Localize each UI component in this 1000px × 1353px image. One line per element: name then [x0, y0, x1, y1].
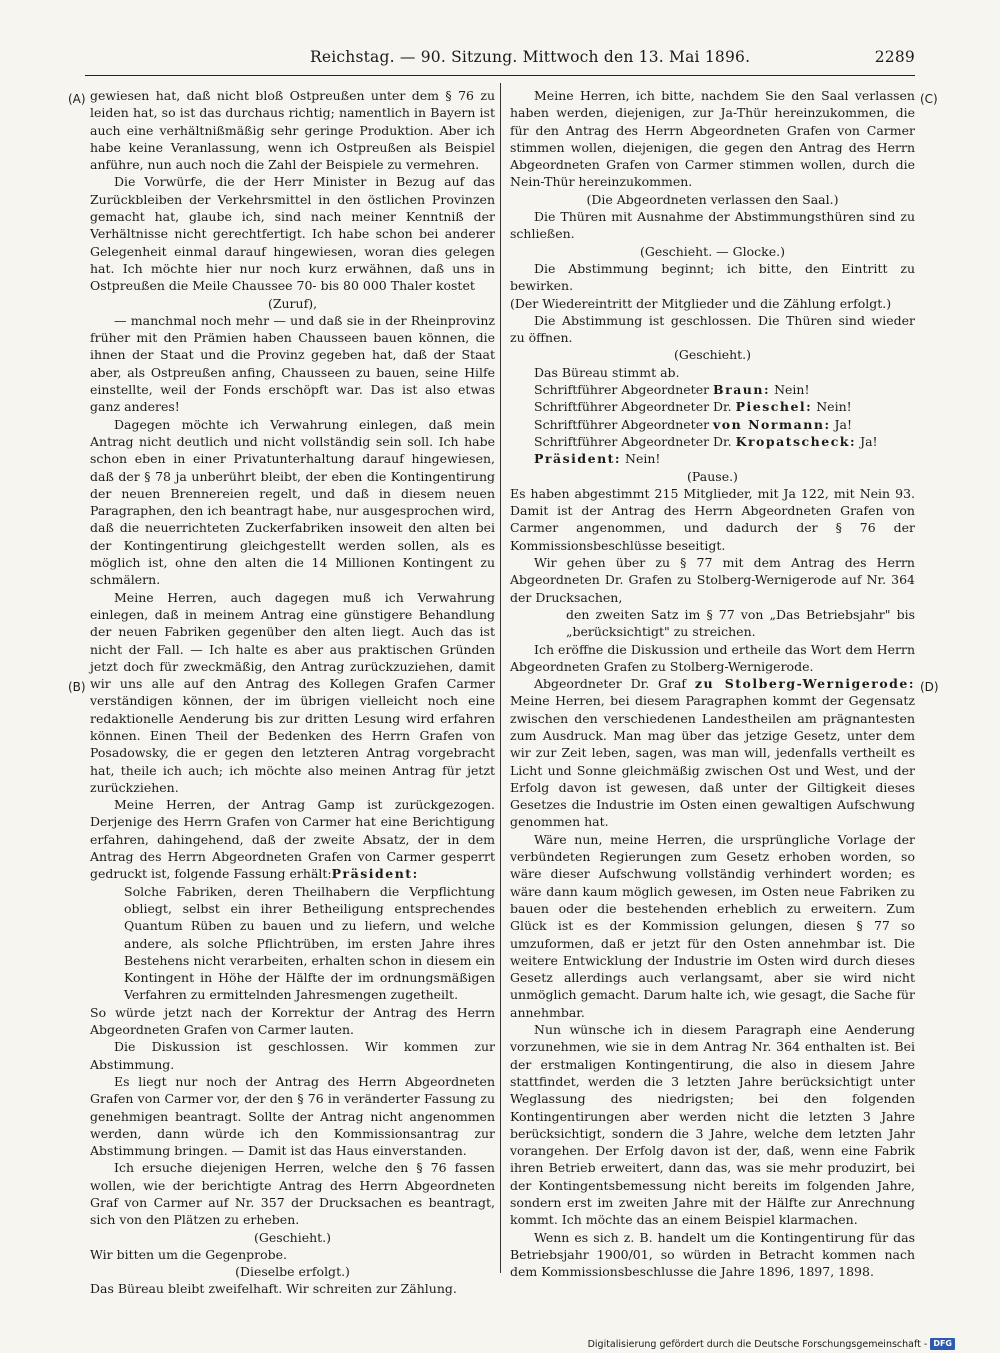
paragraph	[90, 87, 495, 173]
speaker-name: zu Stolberg-Wernigerode:	[694, 676, 915, 692]
paragraph-text: (Zuruf),	[267, 295, 318, 311]
paragraph-text: Schriftführer Abgeordneter	[534, 416, 714, 432]
paragraph	[90, 1038, 495, 1073]
speaker-name: Braun:	[713, 382, 771, 398]
running-header	[85, 48, 915, 72]
paragraph-text: So würde jetzt nach der Korrektur der Antrag des Herrn Abgeordneten Grafen von Carmer lauten.	[90, 1004, 495, 1038]
paragraph-text: den zweiten Satz im § 77 von „Das Betriebsjahr" bis „berücksichtigt" zu streichen.	[566, 606, 915, 640]
paragraph-text: Es haben abgestimmt 215 Mitglieder, mit Ja 122, mit Nein 93. Damit ist der Antrag des Herrn Abgeordneten Grafen von Carmer angenommen, und dadurch der § 76 der Kommissionsbeschlüsse beseitigt.	[510, 485, 915, 553]
paragraph	[90, 295, 495, 312]
paragraph-text: Nein!	[812, 399, 852, 415]
paragraph-text: Schriftführer Abgeordneter Dr.	[534, 399, 736, 415]
margin-marker-a: (A)	[68, 92, 86, 106]
paragraph	[90, 312, 495, 416]
paragraph-text: Dagegen möchte ich Verwahrung einlegen, daß mein Antrag nicht deutlich und nicht vollständig sein soll. Ich habe schon eben in einer Privatunterhaltung darauf hingewiesen, daß der § 78 ja unberührt bleibt, der eben die Kontingentirung der neuen Brennereien regelt, und daß in diesem neuen Paragraphen, den ich beantragt habe, nur ausgesprochen wird, daß die neuerrichteten Zuckerfabriken insoweit den alten bei der Kontingentirung gleichgestellt werden sollen, als es möglich ist, ohne den alten die 14 Millionen Kontingent zu schmälern.	[90, 416, 495, 588]
paragraph-text: Schriftführer Abgeordneter Dr.	[534, 433, 736, 449]
speaker-name: Präsident:	[534, 451, 622, 467]
paragraph-text: Ich ersuche diejenigen Herren, welche den § 76 fassen wollen, wie der berichtigte Antrag des Herrn Abgeordneten Graf von Carmer auf Nr. 357 der Drucksachen es beantragt, sich von den Plätzen zu erheben.	[90, 1160, 495, 1228]
paragraph-text: (Dieselbe erfolgt.)	[235, 1264, 350, 1280]
paragraph-text: (Die Abgeordneten verlassen den Saal.)	[586, 191, 839, 207]
paragraph	[90, 1229, 495, 1246]
paragraph	[90, 1280, 495, 1297]
paragraph	[510, 260, 915, 295]
paragraph-text: Die Thüren mit Ausnahme der Abstimmungsthüren sind zu schließen.	[510, 209, 915, 242]
paragraph-text: (Der Wiedereintritt der Mitglieder und die Zählung erfolgt.)	[510, 295, 892, 311]
paragraph	[510, 468, 915, 485]
paragraph	[510, 1229, 915, 1281]
paragraph	[510, 641, 915, 676]
paragraph	[510, 554, 915, 606]
paragraph-text: Nein!	[621, 451, 661, 467]
paragraph	[510, 485, 915, 554]
paragraph-text: Schriftführer Abgeordneter	[534, 382, 714, 398]
paragraph	[90, 173, 495, 294]
margin-marker-b: (B)	[68, 680, 86, 694]
paragraph	[90, 796, 495, 882]
paragraph	[90, 589, 495, 797]
speaker-name: von Normann:	[713, 416, 831, 432]
paragraph-text: Die Vorwürfe, die der Herr Minister in Bezug auf das Zurückbleiben der Verkehrsmittel in den östlichen Provinzen gemacht hat, glaube ich, sind nach meiner Kenntniß der Verhältnisse nicht gerechtfertigt. Ich habe schon bei anderer Gelegenheit einmal darauf hingewiesen, woran dies gelegen hat. Ich möchte hier nur noch kurz erwähnen, daß uns in Ostpreußen die Meile Chaussee 70- bis 80 000 Thaler kostet	[90, 174, 495, 294]
paragraph-text: (Geschieht.)	[253, 1229, 332, 1245]
paragraph	[510, 295, 915, 312]
paragraph	[510, 831, 915, 1021]
speaker-name: Präsident:	[331, 866, 419, 882]
page-number: 2289	[874, 48, 915, 66]
paragraph-text: Die Diskussion ist geschlossen. Wir kommen zur Abstimmung.	[90, 1039, 495, 1072]
paragraph-text: Ja!	[830, 416, 853, 432]
paragraph	[510, 416, 915, 433]
paragraph	[510, 346, 915, 363]
paragraph	[90, 416, 495, 589]
paragraph-text: Abgeordneter Dr. Graf	[534, 676, 695, 692]
paragraph-text: (Geschieht.)	[673, 347, 752, 363]
paragraph-text: — manchmal noch mehr — und daß sie in der Rheinprovinz früher mit den Prämien haben Chausseen bauen können, die ihnen der Staat und die Provinz gegeben hat, daß der Staat aber, als Ostpreußen anfing, Chausseen zu bauen, seine Hilfe einstellte, weil der Fonds erschöpft war. Das ist also etwas ganz anderes!	[90, 312, 495, 415]
paragraph	[90, 1159, 495, 1228]
paragraph	[90, 1246, 495, 1263]
paragraph-text: Das Büreau bleibt zweifelhaft. Wir schreiten zur Zählung.	[90, 1281, 457, 1297]
dfg-logo: DFG	[930, 1338, 955, 1350]
paragraph-text: Das Büreau stimmt ab.	[534, 364, 680, 380]
paragraph-text: Wenn es sich z. B. handelt um die Kontingentirung für das Betriebsjahr 1900/01, so würden in Betracht kommen nach dem Kommissionsbeschlusse die Jahre 1896, 1897, 1898.	[510, 1229, 915, 1280]
paragraph-text: Ich eröffne die Diskussion und ertheile das Wort dem Herrn Abgeordneten Grafen zu Stolberg-Wernigerode.	[510, 641, 915, 674]
paragraph	[510, 1021, 915, 1229]
paragraph-text: (Geschieht. — Glocke.)	[640, 243, 785, 259]
footer-credit: Digitalisierung gefördert durch die Deutsche Forschungsgemeinschaft -	[587, 1338, 928, 1350]
paragraph	[510, 398, 915, 415]
paragraph	[510, 381, 915, 398]
header-title: Reichstag. — 90. Sitzung. Mittwoch den 13. Mai 1896.	[310, 48, 751, 66]
paragraph	[90, 1073, 495, 1159]
paragraph-text: (Pause.)	[687, 468, 738, 484]
paragraph-text: Meine Herren, auch dagegen muß ich Verwahrung einlegen, daß in meinem Antrag eine günstigere Behandlung der neuen Fabriken gegenüber den alten liegt. Auch das ist nicht der Fall. — Ich halte es aber aus praktischen Gründen jetzt doch für zweckmäßig, den Antrag zurückzuziehen, damit wir uns alle auf den Antrag des Kollegen Grafen Carmer verständigen können, der im übrigen vielleicht noch eine redaktionelle Aenderung bis zur dritten Lesung wird erfahren können. Einen Theil der Bedenken des Herrn Grafen von Posadowsky, die er gegen den letzteren Antrag vorgebracht hat, theile ich auch; ich möchte also meinen Antrag für jetzt zurückziehen.	[90, 589, 495, 795]
paragraph-text: Es liegt nur noch der Antrag des Herrn Abgeordneten Grafen von Carmer vor, der den § 76 in veränderter Fassung zu genehmigen beantragt. Sollte der Antrag nicht angenommen werden, dann würde ich den Kommissionsantrag zur Abstimmung bringen. — Damit ist das Haus einverstanden.	[90, 1073, 495, 1159]
margin-marker-c: (C)	[920, 92, 938, 106]
right-column	[510, 87, 915, 1280]
paragraph-text: Meine Herren, bei diesem Paragraphen kommt der Gegensatz zwischen den verschiedenen Landestheilen am prägnantesten zum Ausdruck. Man mag über das jetzige Gesetz, unter dem wir zur Zeit leben, sagen, was man will, jedenfalls vertheilt es Licht und Sonne gleichmäßig zwischen Ost und West, und der Erfolg davon ist gewesen, daß unter der Giltigkeit dieses Gesetzes die Industrie im Osten einen gewaltigen Aufschwung genommen hat.	[510, 693, 915, 830]
column-divider	[500, 83, 501, 1273]
paragraph	[510, 675, 915, 831]
paragraph	[510, 191, 915, 208]
footer	[588, 1338, 955, 1350]
speaker-name: Pieschel:	[735, 399, 813, 415]
paragraph	[510, 243, 915, 260]
paragraph-text: Die Abstimmung beginnt; ich bitte, den Eintritt zu bewirken.	[510, 260, 915, 294]
paragraph-text: gewiesen hat, daß nicht bloß Ostpreußen unter dem § 76 zu leiden hat, so ist das durchaus richtig; namentlich in Bayern ist auch eine verhältnißmäßig sehr geringe Produktion. Aber ich habe keine Veranlassung, wenn ich Ostpreußen als Beispiel anführe, nun auch noch die Zahl der Beispiele zu vermehren.	[90, 88, 495, 173]
paragraph	[510, 87, 915, 191]
header-rule	[85, 75, 915, 76]
paragraph	[510, 450, 915, 467]
paragraph-text: Solche Fabriken, deren Theilhabern die Verpflichtung obliegt, selbst ein ihrer Betheiligung entsprechendes Quantum Rüben zu bauen und zu liefern, und welche andere, als solche Pflichtrüben, im ersten Jahre ihres Bestehens nicht verarbeiten, erhalten schon in diesem ein Kontingent in Höhe der Hälfte der im ordnungsmäßigen Verfahren zu ermittelnden Jahresmengen zugetheilt.	[124, 883, 495, 1003]
paragraph-text: Meine Herren, der Antrag Gamp ist zurückgezogen. Derjenige des Herrn Grafen von Carmer hat eine Berichtigung erfahren, dahingehend, daß der zweite Absatz, der in dem Antrag des Herrn Abgeordneten Grafen von Carmer gesperrt gedruckt ist, folgende Fassung erhält:	[90, 797, 495, 882]
paragraph-text: Ja!	[856, 433, 878, 449]
left-column	[90, 87, 495, 1298]
paragraph	[510, 364, 915, 381]
paragraph-text: Nun wünsche ich in diesem Paragraph eine Aenderung vorzunehmen, wie sie in dem Antrag Nr. 364 enthalten ist. Bei der erstmaligen Kontingentirung, die also in diesem Jahre stattfindet, werden die 3 letzten Jahre berücksichtigt unter Weglassung des niedrigsten; bei den folgenden Kontingentirungen aber werden nicht die letzten 3 Jahre berücksichtigt, sondern die 3 Jahre, welche dem letzten Jahr vorangehen. Der Erfolg davon ist der, daß, wenn eine Fabrik ihren Betrieb erweitert, dann das, was sie mehr produzirt, bei der Kontingentsbemessung nicht bereits im folgenden Jahre, sondern erst im zweiten Jahre mit der Hälfte zur Anrechnung kommt. Ich möchte das an einem Beispiel klarmachen.	[510, 1022, 915, 1228]
paragraph-text: Nein!	[770, 382, 810, 398]
paragraph	[90, 1004, 495, 1039]
paragraph	[510, 606, 915, 641]
paragraph-text: Wir gehen über zu § 77 mit dem Antrag des Herrn Abgeordneten Dr. Grafen zu Stolberg-Wernigerode auf Nr. 364 der Drucksachen,	[510, 555, 915, 605]
paragraph-text: Die Abstimmung ist geschlossen. Die Thüren sind wieder zu öffnen.	[510, 312, 915, 346]
paragraph-text: Wäre nun, meine Herren, die ursprüngliche Vorlage der verbündeten Regierungen zum Gesetz erhoben worden, so wäre dieser Aufschwung vollständig verhindert worden; es wäre dann kaum möglich gewesen, im Osten neue Fabriken zu bauen oder die bestehenden erheblich zu erweitern. Zum Glück ist es der Kommission gelungen, diesen § 77 so umzuformen, daß er jetzt für den Osten annehmbar ist. Die weitere Entwicklung der Industrie im Osten wird durch dieses Gesetz allerdings auch verlangsamt, aber sie wird nicht unmöglich gemacht. Darum halte ich, wie gesagt, die Sache für annehmbar.	[510, 831, 915, 1020]
paragraph	[510, 312, 915, 347]
paragraph	[90, 1263, 495, 1280]
paragraph	[90, 883, 495, 1004]
paragraph	[510, 433, 915, 450]
speaker-name: Kropatscheck:	[735, 433, 857, 449]
margin-marker-d: (D)	[920, 680, 939, 694]
paragraph-text: Meine Herren, ich bitte, nachdem Sie den Saal verlassen haben werden, diejenigen, zur Ja-Thür hereinzukommen, die für den Antrag des Herrn Abgeordneten Grafen von Carmer stimmen wollen, diejenigen, die gegen den Antrag des Herrn Abgeordneten Grafen von Carmer stimmen wollen, durch die Nein-Thür hereinzukommen.	[510, 88, 915, 190]
paragraph	[510, 208, 915, 243]
paragraph-text: Wir bitten um die Gegenprobe.	[90, 1246, 287, 1262]
